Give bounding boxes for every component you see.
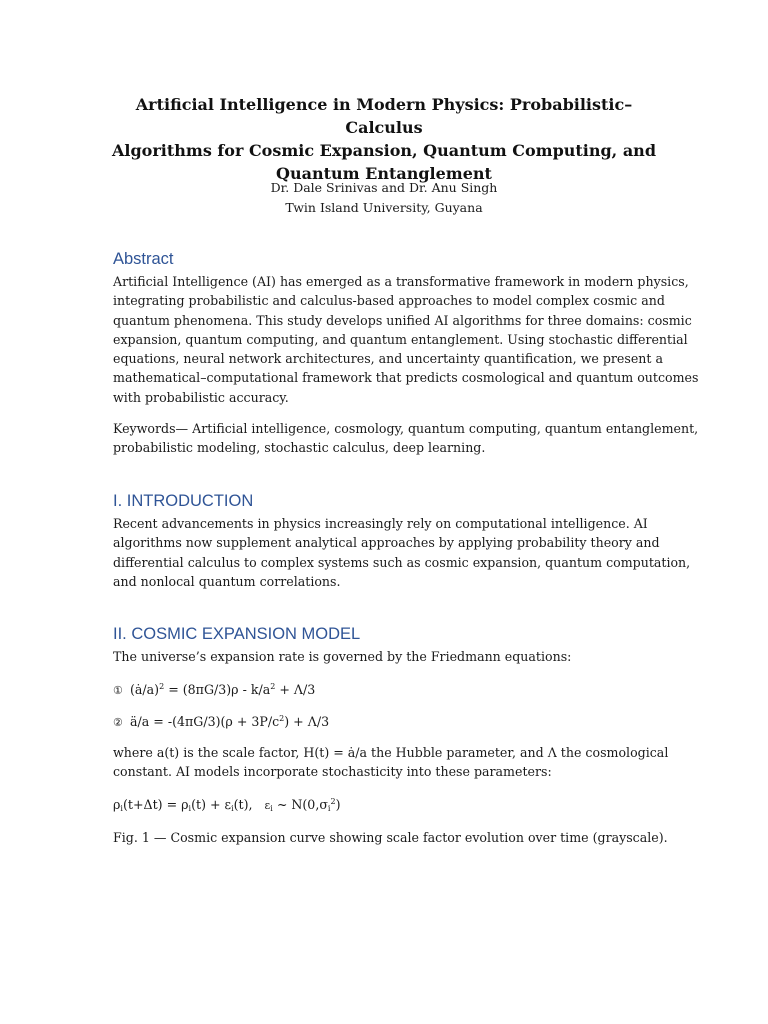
cosmic-intro-line: The universe’s expansion rate is governed by the Friedmann equations: [113, 649, 572, 664]
affiliation: Twin Island University, Guyana [285, 199, 483, 215]
paper-title [100, 93, 668, 185]
abstract-body [113, 272, 699, 407]
keywords-line: Keywords— Artificial intelligence, cosmology, quantum computing, quantum entanglement, [113, 421, 699, 436]
introduction-line: and nonlocal quantum correlations. [113, 573, 341, 589]
abstract-line: with probabilistic accuracy. [113, 389, 289, 405]
introduction-line: algorithms now supplement analytical approaches by applying probability theory and [113, 535, 660, 551]
keywords [113, 419, 699, 458]
author-block [100, 178, 668, 217]
abstract-heading: Abstract [113, 250, 174, 268]
introduction-body [113, 514, 691, 591]
stochastic-density-equation: $\rho_i(t+\Delta t) = \rho_i(t) + \varepsilon_i(t)$, $\varepsilon_i$ ~ $N(0,\sigma_i^2)$ [113, 797, 341, 813]
abstract-line: quantum phenomena. This study develops unified AI algorithms for three domains: cosmic [113, 312, 692, 328]
figure-caption [113, 828, 673, 847]
equation-number: ② [113, 716, 123, 729]
abstract-line: integrating probabilistic and calculus-based approaches to model complex cosmic and [113, 293, 665, 309]
abstract-line: equations, neural network architectures, and uncertainty quantification, we present a [113, 351, 663, 367]
friedmann-equation-2: ② ä/a = $-(4\pi G/3)(\rho + 3P/c^2) + \Lambda/3$ [113, 712, 329, 732]
keywords-line: probabilistic modeling, stochastic calculus, deep learning. [113, 440, 486, 456]
where-paragraph [113, 743, 673, 782]
author-names: Dr. Dale Srinivas and Dr. Anu Singh [270, 180, 498, 195]
abstract-line: expansion, quantum computing, and quantum entanglement. Using stochastic differential [113, 331, 688, 347]
introduction-heading: I. INTRODUCTION [113, 492, 254, 510]
introduction-line: differential calculus to complex systems such as cosmic expansion, quantum computation, [113, 554, 691, 570]
title-line: Artificial Intelligence in Modern Physics: Probabilistic–Calculus [135, 95, 633, 137]
friedmann-equation-1: ① (ȧ/a)$^2$ = $(8\pi G/3)\rho - k/a^2 + \Lambda/3$ [113, 680, 315, 700]
title-line: Quantum Entanglement [276, 164, 492, 183]
abstract-line: mathematical–computational framework that predicts cosmological and quantum outcomes [113, 370, 699, 386]
figure-caption-line: Fig. 1 — Cosmic expansion curve showing scale factor evolution over time (grayscale). [113, 830, 668, 845]
where-line: constant. AI models incorporate stochasticity into these parameters: [113, 764, 552, 780]
equation-number: ① [113, 684, 123, 697]
cosmic-expansion-heading: II. COSMIC EXPANSION MODEL [113, 625, 361, 643]
title-line: Algorithms for Cosmic Expansion, Quantum Computing, and [112, 141, 656, 160]
introduction-line: Recent advancements in physics increasingly rely on computational intelligence. AI [113, 516, 648, 531]
cosmic-intro [113, 647, 673, 666]
where-line: where a(t) is the scale factor, H(t) = ȧ/a the Hubble parameter, and Λ the cosmological [113, 745, 669, 760]
abstract-line: Artificial Intelligence (AI) has emerged as a transformative framework in modern physics, [113, 274, 689, 289]
